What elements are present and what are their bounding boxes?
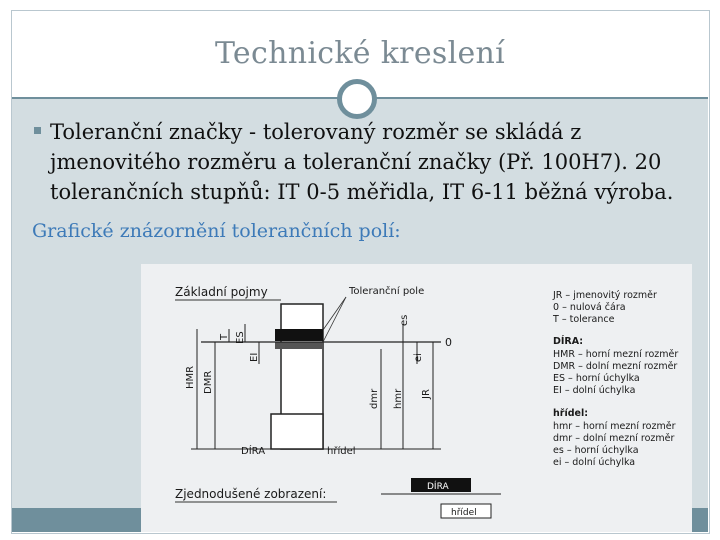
legend-hole-line: HMR – horní mezní rozměr	[553, 349, 679, 360]
simplified-shaft-label: hřídel	[451, 508, 477, 518]
label-hole: DÍRA	[241, 446, 266, 457]
legend-shaft-line: hmr – horní mezní rozměr	[553, 421, 676, 432]
tolerance-band-shaft	[275, 342, 323, 349]
tolerance-leader-2	[323, 297, 346, 342]
section-basic-label: Základní pojmy	[175, 285, 268, 299]
legend-hole-line: ES – horní úchylka	[553, 373, 640, 384]
legend-line: JR – jmenovitý rozměr	[553, 290, 657, 301]
legend-shaft-line: es – horní úchylka	[553, 445, 639, 456]
subheading: Grafické znázornění tolerančních polí:	[32, 220, 401, 242]
zero-label: 0	[445, 336, 452, 349]
label-es-upper: ES	[235, 331, 246, 344]
legend-hole-title: DÍRA:	[553, 336, 584, 347]
legend-shaft-line: ei – dolní úchylka	[553, 457, 636, 468]
tolerance-diagram	[141, 264, 692, 532]
label-ei-upper: EI	[249, 352, 260, 362]
legend-line: T – tolerance	[553, 314, 615, 325]
legend-line: 0 – nulová čára	[553, 302, 626, 313]
label-hmr-lower: hmr	[393, 388, 404, 409]
shaft-block-lower	[271, 414, 323, 449]
bullet-marker	[34, 127, 41, 134]
label-es-lower: es	[399, 314, 410, 326]
simplified-hole-label: DÍRA	[427, 482, 449, 492]
legend-hole-line: DMR – dolní mezní rozměr	[553, 361, 678, 372]
ring-ornament-icon	[337, 79, 377, 119]
tolerance-band-hole	[275, 329, 323, 341]
label-jr: JR	[421, 389, 432, 399]
tolerance-leader-1	[323, 297, 346, 330]
section-simplified-label: Zjednodušené zobrazení:	[175, 487, 327, 501]
label-t: T	[219, 333, 230, 340]
slide-title: Technické kreslení	[214, 36, 506, 71]
legend-hole-line: EI – dolní úchylka	[553, 385, 636, 396]
label-dmr-lower: dmr	[369, 388, 380, 409]
label-hmr: HMR	[185, 365, 196, 389]
legend-shaft-title: hřídel:	[553, 408, 589, 419]
legend-shaft-line: dmr – dolní mezní rozměr	[553, 433, 675, 444]
label-dmr: DMR	[203, 370, 214, 394]
tolerance-diagram-svg	[141, 264, 692, 532]
label-ei-lower: ei	[413, 353, 424, 362]
body-paragraph: Toleranční značky - tolerovaný rozměr se skládá z jmenovitého rozměru a toleranční značky (Př. 100H7). 20 tolerančních stupňů: IT 0-5 měřidla, IT 6-11 běžná výroba.	[50, 120, 674, 204]
tolerance-field-label: Toleranční pole	[349, 286, 425, 297]
label-shaft: hřídel	[327, 446, 356, 457]
